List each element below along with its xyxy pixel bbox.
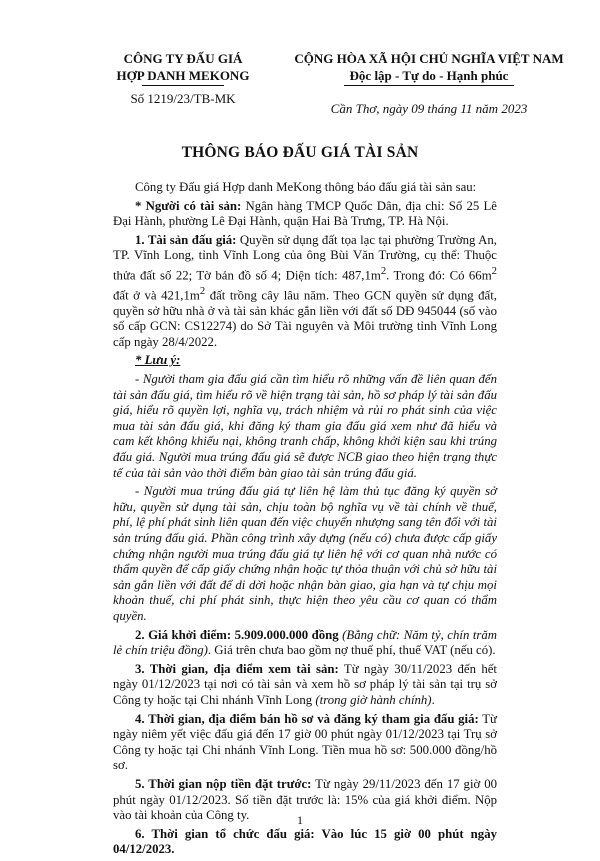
owner-text: Ngân hàng TMCP Quốc Dân, địa chỉ: Số 25 Lê Đại Hành, phường Lê Đại Hành, quận Hai Bà Trưng, TP. Hà Nội. bbox=[113, 198, 497, 229]
intro-paragraph bbox=[113, 180, 497, 196]
company-underline bbox=[142, 85, 224, 86]
item-6-paragraph bbox=[113, 827, 497, 858]
item-6-label: 6. Thời gian tổ chức đấu giá: Vào lúc 15 giờ 00 phút ngày 04/12/2023. bbox=[113, 826, 497, 857]
place-date: Cần Thơ, ngày 09 tháng 11 năm 2023 bbox=[330, 101, 528, 116]
item-1-sup-1: 2 bbox=[380, 265, 387, 277]
owner-paragraph bbox=[113, 199, 497, 230]
item-4-text: Từ ngày niêm yết việc đấu giá đến 17 giờ 00 phút ngày 01/12/2023 tại Trụ sở Công ty hoặc tại Chi nhánh Vĩnh Long. Tiền mua hồ sơ: 500.000 đồng/hồ sơ. bbox=[113, 711, 497, 773]
item-1-sup-3: 2 bbox=[199, 285, 206, 297]
document-title: THÔNG BÁO ĐẤU GIÁ TÀI SẢN bbox=[181, 144, 419, 161]
motto-underline bbox=[344, 85, 514, 86]
item-1-text-c: đất ở và 421,1m bbox=[113, 288, 200, 303]
item-3-label: 3. Thời gian, địa điểm xem tài sản: bbox=[135, 661, 339, 676]
company-name-line2: HỢP DANH MEKONG bbox=[116, 68, 250, 83]
note-1: - Người tham gia đấu giá cần tìm hiểu rõ những vấn đề liên quan đến tài sản đấu giá, tìm hiểu rõ về hiện trạng tài sản, hồ sơ pháp lý tài sản đấu giá, hiểu rõ quyền lợi, nghĩa vụ, trách nhiệm và rủi ro phát sinh của việc mua tài sản đấu giá, khi đăng ký tham gia đấu giá xem như đã hiểu và cam kết không khiếu nại, không tranh chấp, không khởi kiện sau khi trúng đấu giá. Người mua trúng đấu giá sẽ được NCB giao theo hiện trạng thực tế của tài sản vào thời điểm bàn giao tài sản trúng đấu giá. bbox=[113, 372, 497, 480]
notes-heading bbox=[113, 353, 497, 369]
item-2-text: . Giá trên chưa bao gồm nợ thuế phí, thuế VAT (nếu có). bbox=[207, 643, 496, 658]
item-2-words: (Bằng chữ: Năm tỷ, chín trăm lẻ chín triệu đồng) bbox=[113, 627, 497, 658]
item-4-label: 4. Thời gian, địa điểm bán hồ sơ và đăng ký tham gia đấu giá: bbox=[135, 711, 479, 726]
item-1-label: 1. Tài sản đấu giá: bbox=[135, 232, 237, 247]
item-3-text: Từ ngày 30/11/2023 đến hết ngày 01/12/2023 tại nơi có tài sản và xem hồ sơ pháp lý tài sản tại trụ sở Công ty hoặc tại Chi nhánh Vĩnh Long bbox=[113, 661, 497, 707]
company-header bbox=[88, 50, 278, 107]
item-1-text-a: Quyền sử dụng đất tọa lạc tại phường Trường An, TP. Vĩnh Long, tỉnh Vĩnh Long của ông Bùi Văn Trường, cụ thể: Thuộc thửa đất số 22; Tờ bản đồ số 4; Diện tích: 487,1m bbox=[113, 232, 497, 283]
item-3-italic: (trong giờ hành chính) bbox=[315, 692, 432, 707]
item-2-paragraph bbox=[113, 628, 497, 659]
item-1-paragraph bbox=[113, 233, 497, 351]
item-5-text: Từ ngày 29/11/2023 đến 17 giờ 00 phút ngày 01/12/2023. Số tiền đặt trước là: 15% của giá khởi điểm. Nộp vào tài khoản của Công ty. bbox=[113, 776, 498, 823]
item-3-end: . bbox=[431, 692, 435, 707]
item-5-label: 5. Thời gian nộp tiền đặt trước: bbox=[135, 776, 312, 791]
item-1-text-b: . Trong đó: Có 66m bbox=[386, 268, 492, 283]
document-number: Số 1219/23/TB-MK bbox=[130, 91, 236, 106]
document-body bbox=[113, 180, 497, 861]
note-2: - Người mua trúng đấu giá tự liên hệ làm thủ tục đăng ký quyền sở hữu, quyền sử dụng tài sản, chịu toàn bộ nghĩa vụ về tài chính về thuế, phí, lệ phí phát sinh liên quan đến việc chuyển nhượng sang tên đối với tài sản trúng đấu giá. Phần công trình xây dựng (nếu có) chưa được cấp giấy chứng nhận người mua trúng đấu giá tự liên hệ với cơ quan nhà nước có thẩm quyền để cấp giấy chứng nhận hoặc tự thỏa thuận với chủ sở hữu tài sản gắn liền với đất để di dời hoặc nhận bàn giao, gia hạn và tự chịu mọi khoản thuế, chi phí phát sinh, thực hiện theo yêu cầu cơ quan có thẩm quyền. bbox=[113, 484, 497, 623]
national-motto: Độc lập - Tự do - Hạnh phúc bbox=[349, 68, 509, 83]
intro-text: Công ty Đấu giá Hợp danh MeKong thông báo đấu giá tài sản sau: bbox=[135, 180, 477, 194]
nation-name: CỘNG HÒA XÃ HỘI CHỦ NGHĨA VIỆT NAM bbox=[294, 51, 564, 66]
item-3-paragraph bbox=[113, 662, 497, 709]
company-name-line1: CÔNG TY ĐẤU GIÁ bbox=[123, 51, 243, 66]
national-header bbox=[284, 50, 574, 86]
owner-label: * Người có tài sản: bbox=[135, 198, 242, 213]
item-1-text-d: đất trồng cây lâu năm. Theo GCN quyền sử dụng đất, quyền sở hữu nhà ở và tài sản khác gắn liền với đất số DĐ 945044 (số vào sổ cấp GCN: CS12274) do Sở Tài nguyên và Môi trường tỉnh Vĩnh Long cấp ngày 28/4/2022. bbox=[113, 288, 497, 349]
page-number: 1 bbox=[297, 813, 303, 827]
notes-label: * Lưu ý: bbox=[135, 353, 181, 368]
item-2-label: 2. Giá khởi điểm: 5.909.000.000 đồng bbox=[135, 627, 339, 642]
item-1-sup-2: 2 bbox=[491, 265, 497, 277]
item-4-paragraph bbox=[113, 712, 497, 774]
